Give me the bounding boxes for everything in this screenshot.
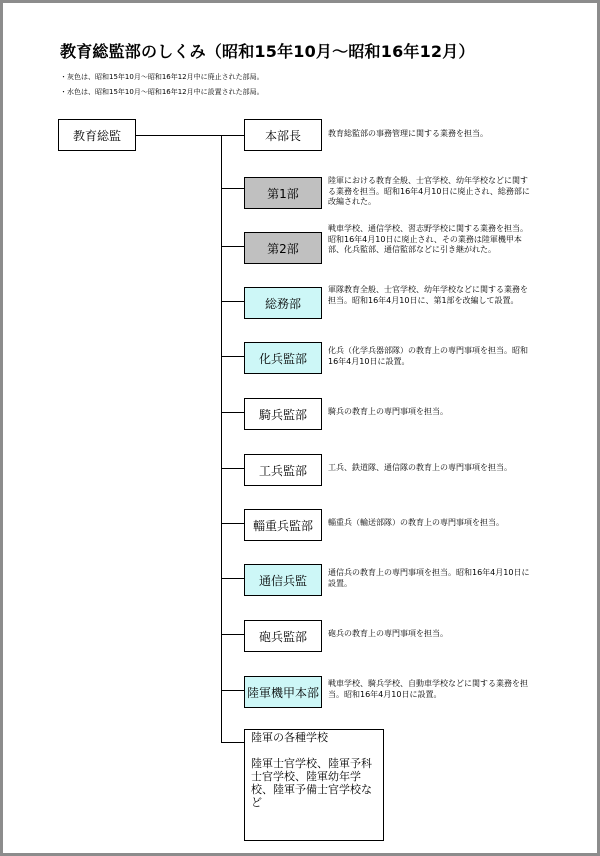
branch-line: [221, 578, 244, 579]
dept-label: 第1部: [267, 186, 299, 201]
dept-box-honbucho: [244, 119, 322, 151]
page-title: 教育総監部のしくみ（昭和15年10月～昭和16年12月）: [60, 42, 475, 61]
dept-box-tsushinheikan: [244, 564, 322, 596]
dept-desc: 陸軍における教育全般、士官学校、幼年学校などに関する業務を担当。昭和16年4月10日に廃止され、総務部に改編された。: [328, 176, 530, 206]
dept-label: 工兵監部: [258, 463, 307, 478]
trunk-line: [221, 135, 222, 742]
dept-label: 陸軍機甲本部: [246, 685, 319, 700]
dept-label: 総務部: [264, 296, 301, 311]
note-abolished: ・灰色は、昭和15年10月～昭和16年12月中に廃止された部局。: [60, 73, 264, 81]
dept-label: 通信兵監: [258, 573, 307, 588]
branch-line: [221, 356, 244, 357]
dept-desc: 工兵、鉄道隊、通信隊の教育上の専門事項を担当。: [328, 463, 512, 472]
branch-line: [221, 690, 244, 691]
dept-desc: 教育総監部の事務管理に関する業務を担当。: [328, 129, 488, 138]
dept-label: 輜重兵監部: [252, 518, 313, 533]
root-label: 教育総監: [72, 128, 121, 143]
dept-desc: 騎兵の教育上の専門事項を担当。: [328, 407, 448, 416]
branch-line: [221, 301, 244, 302]
branch-line: [221, 468, 244, 469]
dept-label: 砲兵監部: [258, 629, 307, 644]
dept-box-shichoheikanbu: [244, 509, 322, 541]
dept-desc: 通信兵の教育上の専門事項を担当。昭和16年4月10日に設置。: [328, 568, 530, 588]
note-established: ・水色は、昭和15年10月～昭和16年12月中に設置された部局。: [60, 88, 264, 96]
branch-line: [221, 188, 244, 189]
dept-desc: 戦車学校、騎兵学校、自動車学校などに関する業務を担当。昭和16年4月10日に設置。: [328, 679, 528, 699]
branch-line: [221, 523, 244, 524]
dept-desc: 戦車学校、通信学校、習志野学校に関する業務を担当。昭和16年4月10日に廃止され、その業務は陸軍機甲本部、化兵監部、通信監部などに引き継がれた。: [328, 224, 528, 254]
dept-label: 騎兵監部: [258, 407, 307, 422]
branch-line: [221, 246, 244, 247]
dept-desc: 化兵（化学兵器部隊）の教育上の専門事項を担当。昭和16年4月10日に設置。: [328, 346, 528, 366]
schools-box: [244, 729, 384, 841]
dept-desc: 軍隊教育全般、士官学校、幼年学校などに関する業務を担当。昭和16年4月10日に、第1部を改編して設置。: [328, 285, 528, 305]
branch-line: [221, 742, 244, 743]
dept-label: 第2部: [267, 241, 299, 256]
dept-box-kaheikanbu: [244, 342, 322, 374]
dept-label: 本部長: [264, 128, 301, 143]
dept-box-koheikanbu: [244, 454, 322, 486]
dept-desc: 砲兵の教育上の専門事項を担当。: [328, 629, 448, 638]
root-node: [58, 119, 136, 151]
dept-box-somubu: [244, 287, 322, 319]
dept-box-dai2bu: [244, 232, 322, 264]
dept-box-dai1bu: [244, 177, 322, 209]
dept-desc: 輜重兵（輸送部隊）の教育上の専門事項を担当。: [328, 518, 504, 527]
branch-line: [221, 412, 244, 413]
branch-line: [221, 634, 244, 635]
schools-title: 陸軍の各種学校: [251, 731, 328, 744]
schools-body: 陸軍士官学校、陸軍予科士官学校、陸軍幼年学校、陸軍予備士官学校など: [251, 757, 372, 809]
root-connector: [136, 135, 244, 136]
dept-box-kikohonbu: [244, 676, 322, 708]
dept-box-hoheikanbu: [244, 620, 322, 652]
dept-box-kiheikanbu: [244, 398, 322, 430]
dept-label: 化兵監部: [258, 351, 307, 366]
